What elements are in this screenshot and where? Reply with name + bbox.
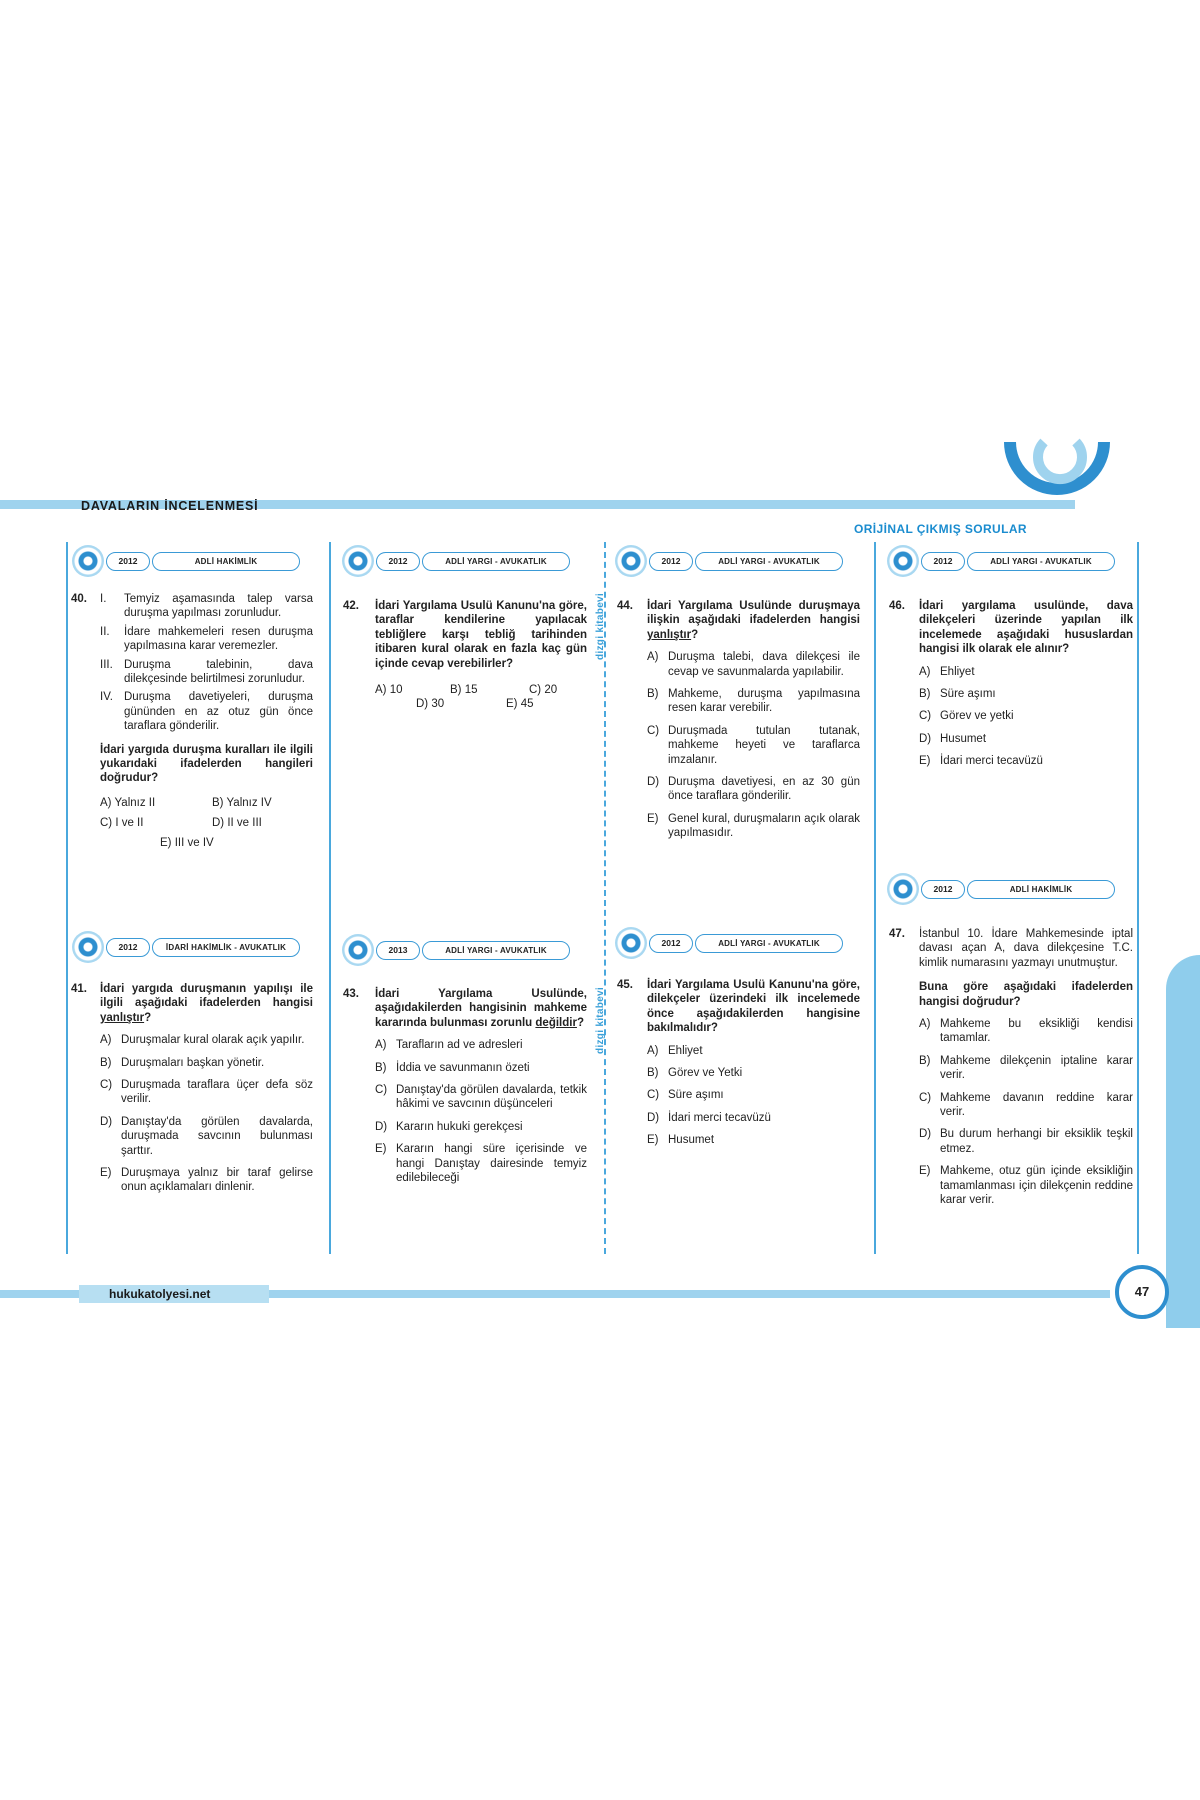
question-number: 40. [71,593,87,605]
statement-item: I. Temyiz aşamasında talep varsa duruşma yapılması zorunludur. [100,593,313,620]
option-a[interactable]: A) Ehliyet [919,665,975,678]
option-c[interactable]: C) Duruşmada taraflara üçer defa söz verilir. [100,1079,313,1106]
exam-badge-q41 [72,934,312,960]
question-stem: Buna göre aşağıdaki ifadelerden hangisi doğrudur? [919,981,1133,1008]
badge-logo-icon [342,934,374,966]
option-a[interactable]: A) Tarafların ad ve adresleri [375,1039,523,1052]
column-rule-4 [1137,542,1139,1254]
question-47 [889,927,1133,1208]
option-e[interactable]: E) Genel kural, duruşmaların açık olarak yapılmasıdır. [647,812,860,840]
question-number: 43. [343,988,359,1000]
badge-year: 2012 [921,880,965,899]
option-d[interactable]: D) II ve III [212,816,262,829]
option-e[interactable]: E) Duruşmaya yalnız bir taraf gelirse onun açıklamaları dinlenir. [100,1167,313,1194]
option-d[interactable]: D) Bu durum herhangi bir eksiklik teşkil etmez. [919,1128,1133,1155]
column-rule-3 [874,542,876,1254]
option-b[interactable]: B) 15 [450,684,478,697]
question-number: 45. [617,979,633,991]
option-e[interactable]: E) Mahkeme, otuz gün içinde eksikliğin tamamlanması için dilekçenin reddine karar verir. [919,1165,1133,1207]
exam-badge-q45 [615,930,855,956]
question-stem: İdari yargıda duruşmanın yapılışı ile ilgili aşağıdaki ifadelerden hangisi yanlıştır? [100,983,313,1024]
question-number: 42. [343,600,359,612]
question-stem: İdari Yargılama Usulünde duruşmaya ilişkin aşağıdaki ifadelerden hangisi yanlıştır? [647,600,860,641]
question-number: 46. [889,600,905,612]
question-stem: İdari yargılama usulünde, dava dilekçeleri üzerinde yapılan ilk incelemede aşağıdaki hususlardan hangisi ilk olarak ele alınır? [919,600,1133,656]
brand-vertical-1: dizgi kitabevi [595,593,606,660]
option-a[interactable]: A) Duruşmalar kural olarak açık yapılır. [100,1034,305,1047]
original-questions-title: ORİJİNAL ÇIKMIŞ SORULAR [854,522,1027,536]
exam-badge-q44 [615,548,855,574]
option-e[interactable]: E) Husumet [647,1134,715,1147]
option-b[interactable]: B) Görev ve Yetki [647,1067,743,1080]
question-number: 44. [617,600,633,612]
column-rule-1 [66,542,68,1254]
footer-site: hukukatolyesi.net [79,1285,269,1303]
option-b[interactable]: B) İddia ve savunmanın özeti [375,1061,530,1074]
option-b[interactable]: B) Duruşmaları başkan yönetir. [100,1056,265,1069]
statement-item: IV. Duruşma davetiyeleri, duruşma gününden en az otuz gün önce taraflara gönderilir. [100,691,313,733]
statement-item: II. İdare mahkemeleri resen duruşma yapılmasına karar veremezler. [100,625,313,653]
option-e[interactable]: E) III ve IV [160,836,214,849]
question-stem: İdari Yargılama Usulü Kanunu'na göre, taraflar kendilerine yapılacak tebliğlere karşı tebliğ tarihinden itibaren kural olarak en fazla kaç gün içinde cevap verebilirler? [375,600,587,670]
option-a[interactable]: A) Ehliyet [647,1044,703,1057]
badge-logo-icon [342,545,374,577]
section-title: DAVALARIN İNCELENMESİ [81,499,259,513]
answer-grid [100,796,313,862]
option-d[interactable]: D) Danıştay'da görülen davalarda, duruşmada savcının bulunması şarttır. [100,1115,313,1157]
option-c[interactable]: C) Duruşmada tutulan tutanak, mahkeme heyeti ve taraflarca imzalanır. [647,724,860,766]
question-stem: İdari Yargılama Usulünde, aşağıdakilerden hangisinin mahkeme kararında bulunması zorunlu değildir? [375,988,587,1029]
question-intro: İstanbul 10. İdare Mahkemesinde iptal davası açan A, dava dilekçesine T.C. kimlik numarasını yazmayı unutmuştur. [919,928,1133,969]
option-c[interactable]: C) Süre aşımı [647,1089,724,1102]
option-e[interactable]: E) Kararın hangi süre içerisinde ve hangi Danıştay dairesinde temyiz edilebileceği [375,1143,587,1185]
statement-item: III. Duruşma talebinin, dava dilekçesinde belirtilmesi zorunludur. [100,658,313,686]
badge-logo-icon [72,931,104,963]
option-c[interactable]: C) Görev ve yetki [919,710,1014,723]
decorative-arc-icon [1000,432,1112,544]
badge-logo-icon [72,545,104,577]
badge-category: ADLİ YARGI - AVUKATLIK [422,552,570,571]
badge-logo-icon [887,873,919,905]
badge-year: 2012 [106,938,150,957]
option-e[interactable]: E) İdari merci tecavüzü [919,755,1043,768]
badge-year: 2013 [376,941,420,960]
page-number: 47 [1115,1265,1169,1319]
badge-category: ADLİ HAKİMLİK [152,552,300,571]
badge-logo-icon [887,545,919,577]
exam-badge-q47 [887,876,1127,902]
badge-category: ADLİ YARGI - AVUKATLIK [695,934,843,953]
badge-year: 2012 [106,552,150,571]
option-a[interactable]: A) Duruşma talebi, dava dilekçesi ile cevap ve savunmalarda yapılabilir. [647,651,860,678]
option-b[interactable]: B) Süre aşımı [919,688,996,701]
option-e[interactable]: E) 45 [506,698,534,711]
question-41 [71,982,313,1195]
option-d[interactable]: D) Duruşma davetiyesi, en az 30 gün önce taraflara gönderilir. [647,776,860,803]
badge-year: 2012 [649,934,693,953]
badge-category: ADLİ YARGI - AVUKATLIK [967,552,1115,571]
exam-badge-q42 [342,548,582,574]
badge-category: ADLİ YARGI - AVUKATLIK [422,941,570,960]
option-d[interactable]: D) İdari merci tecavüzü [647,1111,771,1124]
option-d[interactable]: D) Kararın hukuki gerekçesi [375,1120,523,1133]
answer-grid [343,683,587,719]
badge-year: 2012 [376,552,420,571]
question-42 [343,599,587,719]
option-a[interactable]: A) Mahkeme bu eksikliği kendisi tamamlar. [919,1018,1133,1045]
option-a[interactable]: A) 10 [375,684,403,697]
question-number: 41. [71,983,87,995]
option-a[interactable]: A) Yalnız II [100,796,156,809]
option-b[interactable]: B) Mahkeme, duruşma yapılmasına resen karar verebilir. [647,688,860,715]
option-b[interactable]: B) Mahkeme dilekçenin iptaline karar verir. [919,1054,1133,1082]
question-45 [617,978,860,1148]
question-46 [889,599,1133,769]
badge-year: 2012 [921,552,965,571]
brand-vertical-2: dizgi kitabevi [595,987,606,1054]
option-c[interactable]: C) Mahkeme davanın reddine karar verir. [919,1091,1133,1119]
badge-logo-icon [615,927,647,959]
badge-year: 2012 [649,552,693,571]
exam-badge-q46 [887,548,1127,574]
question-stem: İdari yargıda duruşma kuralları ile ilgili yukarıdaki ifadelerden hangileri doğrudur? [100,743,313,785]
column-rule-2 [329,542,331,1254]
option-b[interactable]: B) Yalnız IV [212,796,272,809]
question-40 [71,592,313,862]
question-stem: İdari Yargılama Usulü Kanunu'na göre, dilekçeler üzerindeki ilk incelemede önce aşağıdakilerden hangisine bakılmalıdır? [647,979,860,1035]
option-c[interactable]: C) Danıştay'da görülen davalarda, tetkik hâkimi ve savcının düşünceleri [375,1084,587,1111]
side-tab [1166,955,1200,1328]
question-43 [343,987,587,1185]
option-c[interactable]: C) I ve II [100,816,144,829]
option-c[interactable]: C) 20 [529,684,558,697]
exam-badge-q43 [342,937,582,963]
question-number: 47. [889,928,905,940]
option-d[interactable]: D) Husumet [919,732,987,745]
exam-badge-q40 [72,548,312,574]
badge-category: ADLİ YARGI - AVUKATLIK [695,552,843,571]
question-44 [617,599,860,841]
option-d[interactable]: D) 30 [416,698,445,711]
badge-logo-icon [615,545,647,577]
badge-category: ADLİ HAKİMLİK [967,880,1115,899]
badge-category: İDARİ HAKİMLİK - AVUKATLIK [152,938,300,957]
